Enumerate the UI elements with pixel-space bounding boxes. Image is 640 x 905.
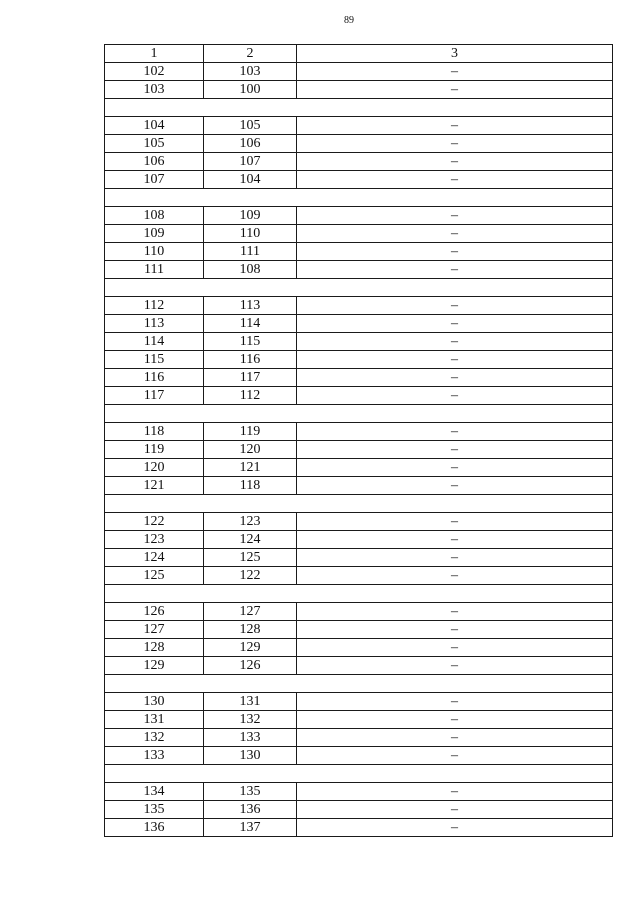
group-separator-cell (105, 765, 613, 783)
header-row (105, 45, 613, 63)
table-row (105, 261, 613, 279)
table-cell-col-3: – (297, 117, 613, 135)
table-cell-col-3: – (297, 261, 613, 279)
table-row (105, 387, 613, 405)
table-cell-col-2: 132 (204, 711, 297, 729)
table-cell-col-3: – (297, 441, 613, 459)
table-cell-col-1: 116 (105, 369, 204, 387)
table-cell-col-1: 131 (105, 711, 204, 729)
table-row (105, 369, 613, 387)
table-cell-col-2: 130 (204, 747, 297, 765)
group-separator-row (105, 765, 613, 783)
group-separator-cell (105, 675, 613, 693)
table-cell-col-3: – (297, 783, 613, 801)
table-cell-col-2: 135 (204, 783, 297, 801)
table-row (105, 351, 613, 369)
table-cell-col-3: – (297, 423, 613, 441)
group-separator-cell (105, 99, 613, 117)
table-row (105, 207, 613, 225)
table-row (105, 513, 613, 531)
table-row (105, 333, 613, 351)
table-cell-col-3: – (297, 747, 613, 765)
table-row (105, 657, 613, 675)
table-cell-col-1: 112 (105, 297, 204, 315)
table-cell-col-1: 103 (105, 81, 204, 99)
group-separator-row (105, 99, 613, 117)
table-cell-col-1: 133 (105, 747, 204, 765)
table-cell-col-3: – (297, 567, 613, 585)
table-cell-col-1: 104 (105, 117, 204, 135)
table-cell-col-1: 123 (105, 531, 204, 549)
table-cell-col-1: 119 (105, 441, 204, 459)
table-cell-col-1: 124 (105, 549, 204, 567)
table-cell-col-3: – (297, 513, 613, 531)
table-cell-col-2: 136 (204, 801, 297, 819)
group-separator-cell (105, 585, 613, 603)
table-cell-col-1: 132 (105, 729, 204, 747)
table-cell-col-3: – (297, 459, 613, 477)
table-row (105, 819, 613, 837)
group-separator-row (105, 405, 613, 423)
table-cell-col-1: 106 (105, 153, 204, 171)
table-row (105, 639, 613, 657)
table-cell-col-3: – (297, 315, 613, 333)
table-cell-col-3: – (297, 225, 613, 243)
table-row (105, 549, 613, 567)
table-cell-col-1: 111 (105, 261, 204, 279)
column-header-3: 3 (297, 45, 613, 63)
table-cell-col-3: – (297, 171, 613, 189)
group-separator-cell (105, 405, 613, 423)
table-row (105, 477, 613, 495)
table-cell-col-2: 106 (204, 135, 297, 153)
table-row (105, 81, 613, 99)
group-separator-cell (105, 279, 613, 297)
table-cell-col-3: – (297, 693, 613, 711)
table-cell-col-3: – (297, 63, 613, 81)
table-row (105, 117, 613, 135)
table-cell-col-1: 110 (105, 243, 204, 261)
group-separator-row (105, 675, 613, 693)
table-cell-col-2: 116 (204, 351, 297, 369)
table-row (105, 693, 613, 711)
table-row (105, 135, 613, 153)
table-cell-col-1: 108 (105, 207, 204, 225)
table-cell-col-2: 100 (204, 81, 297, 99)
table-cell-col-2: 110 (204, 225, 297, 243)
table-cell-col-3: – (297, 729, 613, 747)
table-cell-col-3: – (297, 639, 613, 657)
group-separator-row (105, 585, 613, 603)
group-separator-row (105, 495, 613, 513)
table-cell-col-2: 128 (204, 621, 297, 639)
table-cell-col-1: 122 (105, 513, 204, 531)
table-cell-col-1: 114 (105, 333, 204, 351)
table-cell-col-2: 120 (204, 441, 297, 459)
table-cell-col-1: 127 (105, 621, 204, 639)
table-cell-col-1: 107 (105, 171, 204, 189)
table-cell-col-1: 128 (105, 639, 204, 657)
table-cell-col-3: – (297, 711, 613, 729)
table-cell-col-1: 130 (105, 693, 204, 711)
table-cell-col-2: 117 (204, 369, 297, 387)
table-cell-col-3: – (297, 801, 613, 819)
table-cell-col-3: – (297, 81, 613, 99)
table-cell-col-1: 125 (105, 567, 204, 585)
table-row (105, 729, 613, 747)
table-cell-col-2: 115 (204, 333, 297, 351)
table-cell-col-2: 137 (204, 819, 297, 837)
table-cell-col-1: 120 (105, 459, 204, 477)
table-cell-col-3: – (297, 819, 613, 837)
table-body (105, 63, 613, 837)
table-cell-col-2: 109 (204, 207, 297, 225)
group-separator-cell (105, 495, 613, 513)
table-cell-col-1: 135 (105, 801, 204, 819)
table-cell-col-3: – (297, 153, 613, 171)
table-cell-col-2: 103 (204, 63, 297, 81)
table-row (105, 225, 613, 243)
table-cell-col-2: 127 (204, 603, 297, 621)
table-cell-col-3: – (297, 207, 613, 225)
table-cell-col-3: – (297, 135, 613, 153)
table-cell-col-2: 118 (204, 477, 297, 495)
table-row (105, 459, 613, 477)
table-cell-col-2: 125 (204, 549, 297, 567)
group-separator-row (105, 189, 613, 207)
table-cell-col-2: 122 (204, 567, 297, 585)
table-cell-col-1: 129 (105, 657, 204, 675)
table-cell-col-1: 117 (105, 387, 204, 405)
column-header-2: 2 (204, 45, 297, 63)
table-cell-col-2: 107 (204, 153, 297, 171)
table-cell-col-1: 115 (105, 351, 204, 369)
table-row (105, 423, 613, 441)
table-cell-col-2: 131 (204, 693, 297, 711)
table-cell-col-2: 111 (204, 243, 297, 261)
table-row (105, 747, 613, 765)
table-cell-col-3: – (297, 243, 613, 261)
table-row (105, 567, 613, 585)
table-row (105, 783, 613, 801)
table-row (105, 171, 613, 189)
table-row (105, 621, 613, 639)
table-cell-col-1: 118 (105, 423, 204, 441)
group-separator-row (105, 279, 613, 297)
table-row (105, 711, 613, 729)
table-cell-col-3: – (297, 369, 613, 387)
table-cell-col-3: – (297, 297, 613, 315)
table-cell-col-2: 126 (204, 657, 297, 675)
table-cell-col-2: 133 (204, 729, 297, 747)
table-cell-col-2: 114 (204, 315, 297, 333)
table-cell-col-2: 108 (204, 261, 297, 279)
table-row (105, 603, 613, 621)
table-row (105, 441, 613, 459)
table-cell-col-1: 105 (105, 135, 204, 153)
table-cell-col-3: – (297, 549, 613, 567)
table-cell-col-3: – (297, 333, 613, 351)
table-cell-col-3: – (297, 621, 613, 639)
table-cell-col-2: 124 (204, 531, 297, 549)
table-row (105, 531, 613, 549)
table-row (105, 153, 613, 171)
table-cell-col-2: 105 (204, 117, 297, 135)
table-cell-col-2: 123 (204, 513, 297, 531)
table-cell-col-2: 113 (204, 297, 297, 315)
column-header-1: 1 (105, 45, 204, 63)
table-cell-col-1: 113 (105, 315, 204, 333)
table-cell-col-3: – (297, 477, 613, 495)
table-row (105, 801, 613, 819)
table-cell-col-2: 112 (204, 387, 297, 405)
table-cell-col-3: – (297, 531, 613, 549)
table-row (105, 243, 613, 261)
table-cell-col-2: 104 (204, 171, 297, 189)
group-separator-cell (105, 189, 613, 207)
table-cell-col-1: 136 (105, 819, 204, 837)
table-row (105, 63, 613, 81)
page-number: 89 (344, 15, 354, 26)
table-cell-col-3: – (297, 603, 613, 621)
data-table (104, 44, 613, 837)
table-cell-col-3: – (297, 351, 613, 369)
table-cell-col-2: 119 (204, 423, 297, 441)
table-cell-col-3: – (297, 387, 613, 405)
table-row (105, 297, 613, 315)
table-cell-col-1: 109 (105, 225, 204, 243)
table-cell-col-2: 129 (204, 639, 297, 657)
table-row (105, 315, 613, 333)
table-cell-col-2: 121 (204, 459, 297, 477)
table-cell-col-3: – (297, 657, 613, 675)
table-cell-col-1: 126 (105, 603, 204, 621)
table-cell-col-1: 102 (105, 63, 204, 81)
table-cell-col-1: 121 (105, 477, 204, 495)
table-cell-col-1: 134 (105, 783, 204, 801)
